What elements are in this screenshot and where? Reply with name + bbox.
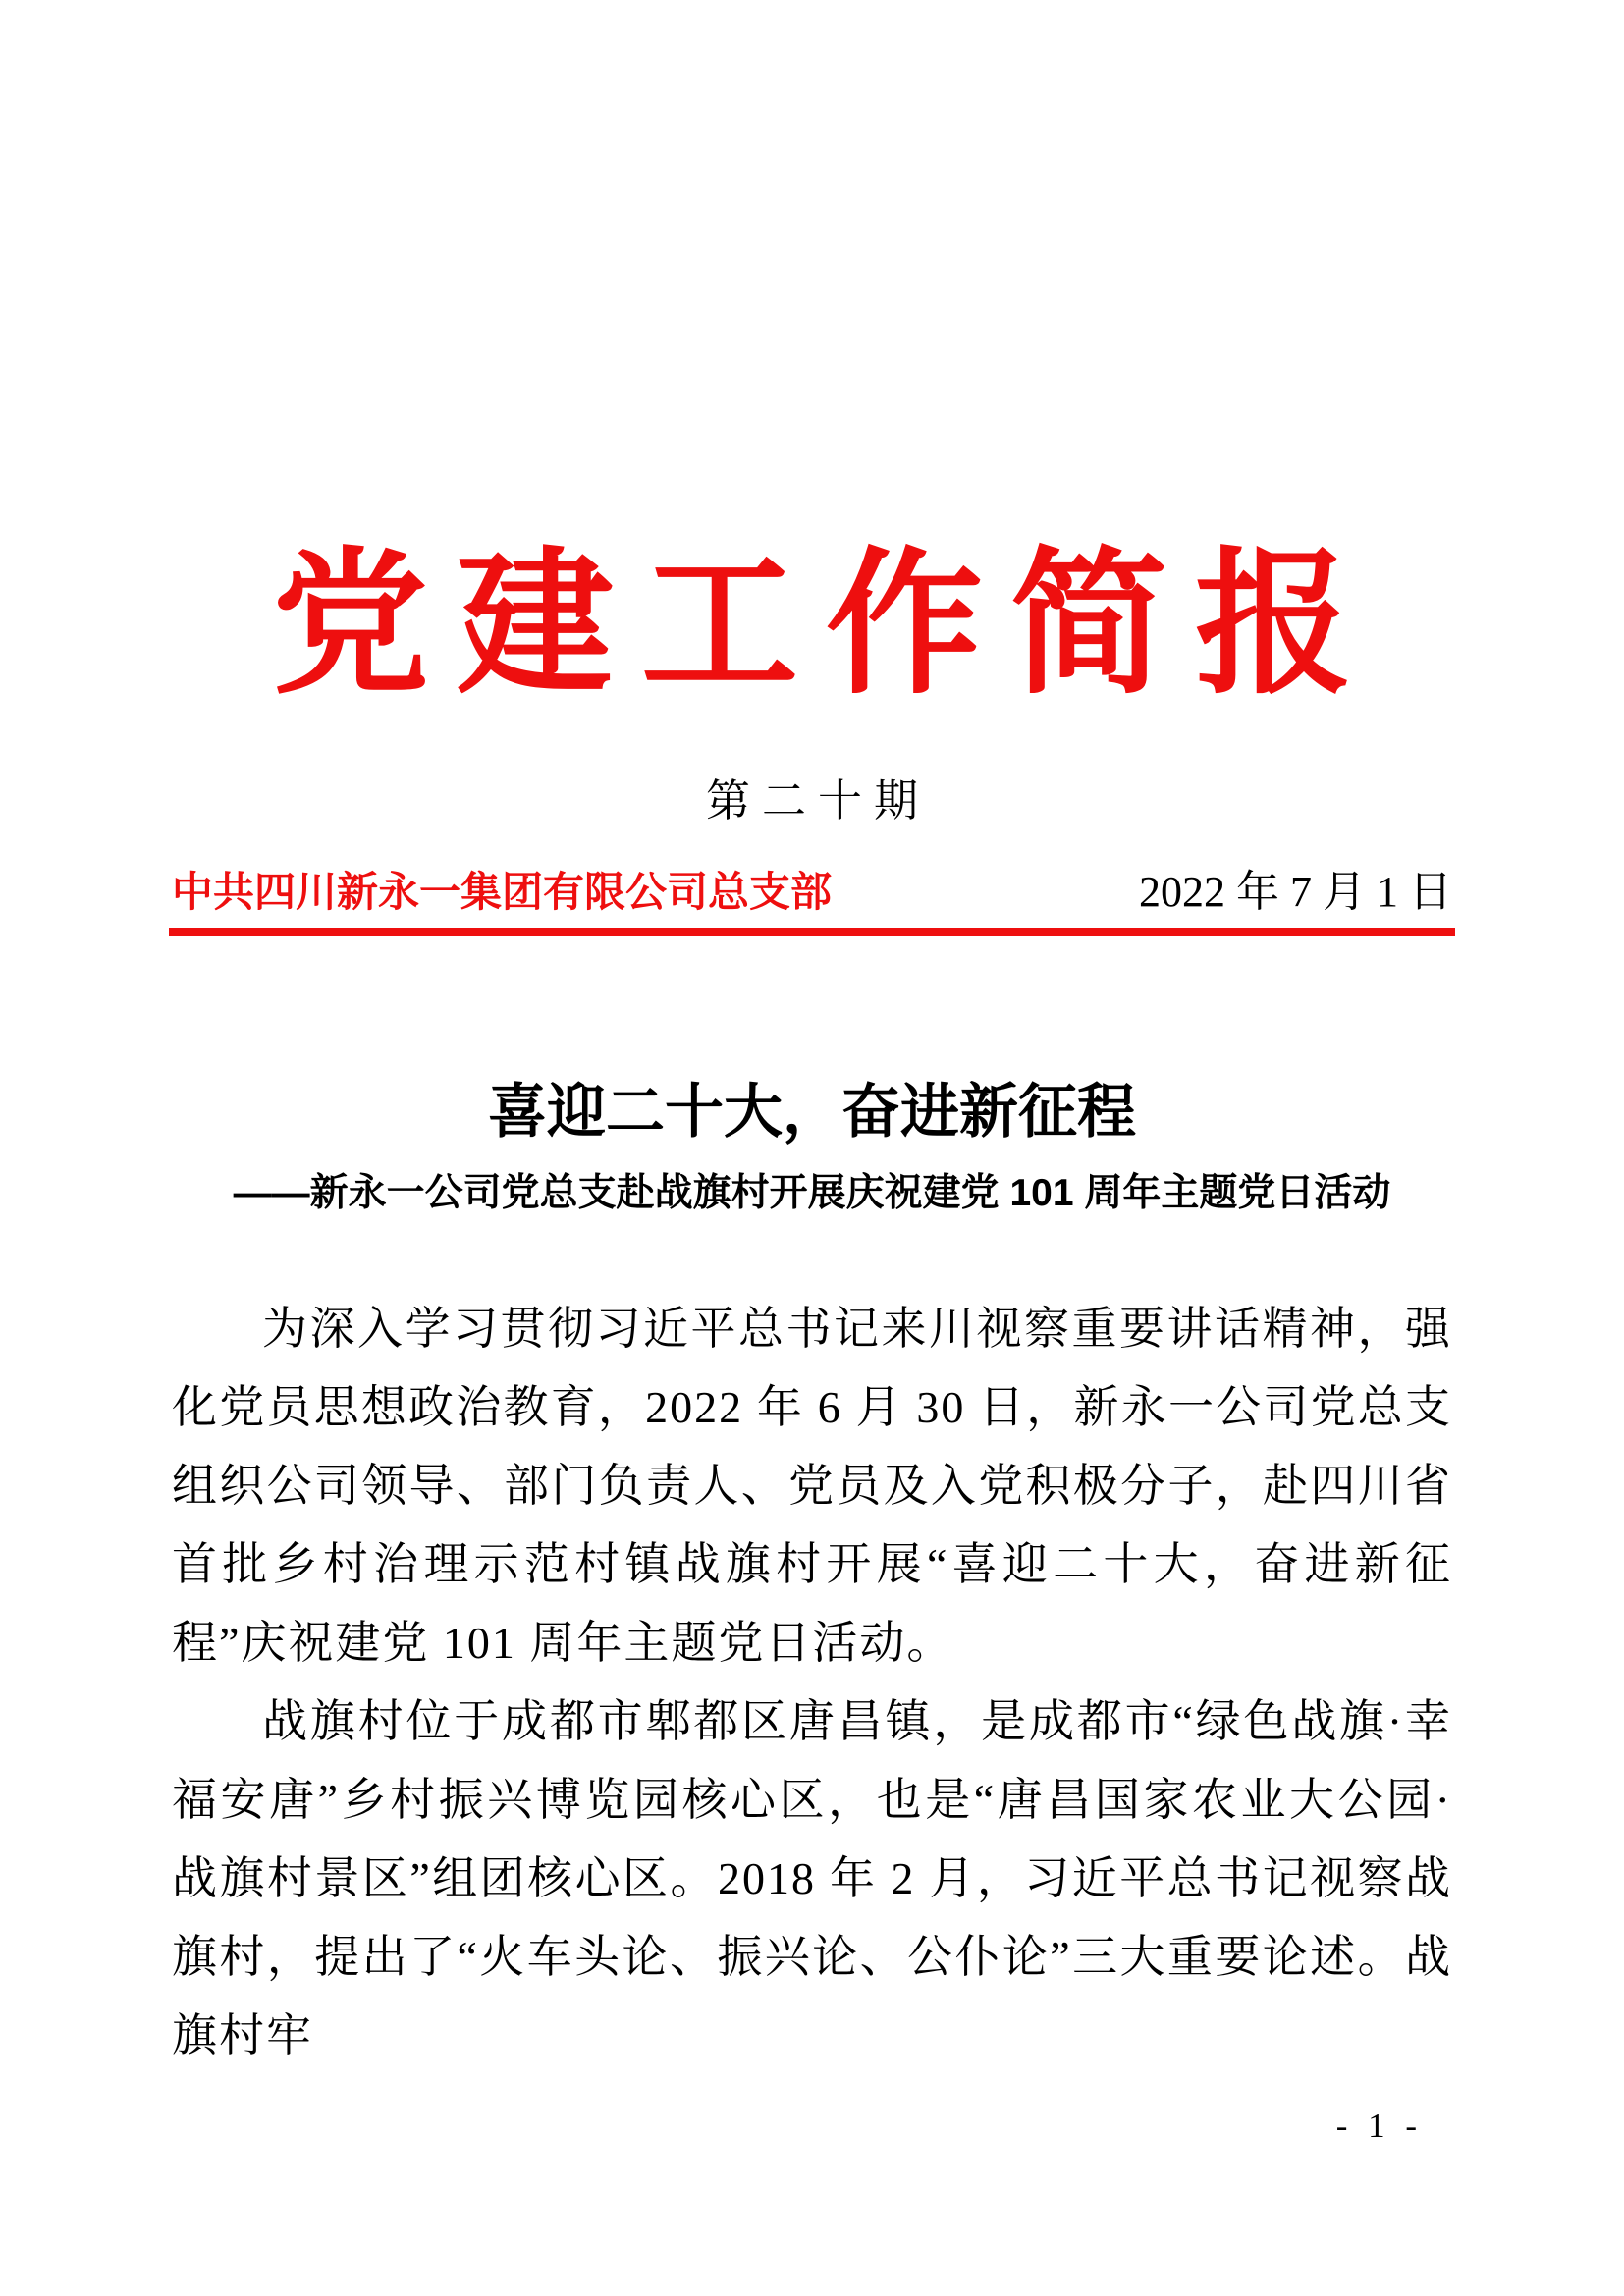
body-paragraph-1: 为深入学习贯彻习近平总书记来川视察重要讲话精神，强化党员思想政治教育，2022 年 6 月 30 日，新永一公司党总支组织公司领导、部门负责人、党员及入党积极分子，赴四川省首批乡村治理示范村镇战旗村开展“喜迎二十大，奋进新征程”庆祝建党 101 周年主题党日活动。 <box>172 1304 1452 1669</box>
article-subtitle: ——新永一公司党总支赴战旗村开展庆祝建党 101 周年主题党日活动 <box>233 1172 1391 1215</box>
issuer-date-row <box>172 869 1452 916</box>
article-title: 喜迎二十大，奋进新征程 <box>488 1079 1136 1146</box>
issue-number: 第二十期 <box>705 776 930 826</box>
issue-date: 2022 年 7 月 1 日 <box>1139 868 1452 916</box>
page-number: - 1 - <box>1335 2107 1423 2145</box>
header-divider-rule <box>169 928 1455 936</box>
body-paragraph-2: 战旗村位于成都市郫都区唐昌镇，是成都市“绿色战旗·幸福安唐”乡村振兴博览园核心区，也是“唐昌国家农业大公园·战旗村景区”组团核心区。2018 年 2 月，习近平总书记视察战旗村，提出了“火车头论、振兴论、公仆论”三大重要论述。战旗村牢 <box>172 1696 1452 2061</box>
masthead-title: 党建工作简报 <box>271 538 1380 713</box>
article-body <box>172 1290 1452 2075</box>
issuer-name: 中共四川新永一集团有限公司总支部 <box>172 871 833 916</box>
